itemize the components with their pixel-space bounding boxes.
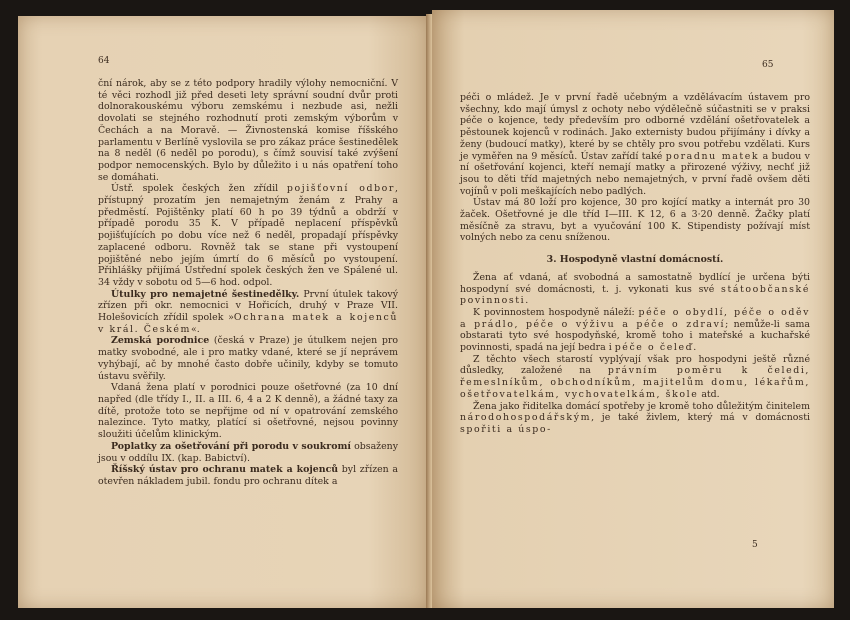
right-page-text: [460, 92, 810, 436]
section-heading: 3. Hospodyně vlastní domácností.: [546, 254, 724, 266]
spaced-run: národohospodářským: [460, 412, 592, 424]
bold-run: Útulky pro nemajetné šestinedělky.: [111, 288, 300, 300]
page-number-right: 65: [762, 60, 774, 70]
right-page: [432, 10, 834, 608]
spaced-run: státoobčanské povinnosti: [460, 283, 810, 307]
spaced-run: péče o obydlí, péče o oděv a prádlo, péče o výživu a péče o zdraví: [460, 306, 810, 330]
text-run: K povinnostem hospodyně náleží:: [473, 306, 639, 318]
paragraph: [98, 382, 398, 441]
paragraph: [460, 401, 810, 436]
signature-mark: 5: [752, 540, 758, 550]
paragraph: [98, 289, 398, 336]
paragraph: [98, 464, 398, 487]
text-run: péči o mládež. Je v první řadě učebným a vzdělávacím ústavem pro všechny, kdo mají úmysl z ochoty nebo výdělečně súčastniti se v praksi péče o kojence, tedy především pro odborné vzdělání ošetřovatelek a pěstounek kojenců v rodinách. Jako externisty budou přijímány i dívky a ženy (budoucí matky), které by se chtěly pro svou potřebu vzdělati. Kurs je vyměřen na 9 měsíců. Ústav zařídí také: [460, 92, 810, 162]
paragraph: [98, 441, 398, 464]
text-run: byl zřízen a otevřen nákladem jubil. fondu pro ochranu dítek a: [98, 464, 398, 487]
text-run: Z těchto všech starostí vyplývají však pro hospodyni ještě různé důsledky, založené na: [460, 353, 810, 377]
text-run: obsaženy jsou v oddílu IX. (kap. Babictví).: [98, 440, 398, 464]
paragraph: [98, 335, 398, 382]
left-page: [18, 16, 430, 608]
text-run: První útulek takový zřízen při okr. nemocnici v Hořicích, druhý v Praze VII. Holešovicích zřídil spolek »: [98, 288, 398, 324]
spaced-run: právním poměru k čeledi, řemeslníkům, obchodníkům, majitelům domu, lékařům, ošetřovatelkám, vychovatelkám, škole: [460, 365, 811, 400]
text-run: Ústav má 80 loží pro kojence, 30 pro kojící matky a internát pro 30 žaček. Ošetřovné je dle tříd I—III. K 12, 6 a 3·20 denně. Žačky platí měsíčně za stravu, byt a vyučování 100 K. Stipendisty požívají míst volných nebo za cenu sníženou.: [460, 197, 810, 244]
spaced-run: péče o čeleď: [614, 342, 694, 354]
bold-run: Poplatky za ošetřování při porodu v soukromí: [111, 440, 351, 452]
bold-run: Zemská porodnice: [111, 335, 210, 347]
text-run: Žena jako řiditelka domácí spotřeby je kromě toho důležitým činitelem: [473, 400, 810, 412]
paragraph: [460, 197, 810, 244]
text-run: atd.: [698, 388, 720, 400]
spaced-run: pojišťovní odbor: [286, 183, 396, 195]
text-run: a budou v ní ošetřování kojenci, kteří nemají matky a přirozené výživy, nechť již jsou to děti tříd majetných nebo nemajetných, v první řadě ovšem děti vojínů v poli meškajících nebo padlých.: [460, 150, 810, 197]
spaced-run: Ochrana matek a kojenců v král. Českém: [98, 312, 398, 335]
text-run: ční nárok, aby se z této podpory hradily výlohy nemocniční. V té věci rozhodl již před deseti lety správní soudní dvůr proti dolnorakouskému výboru zemskému i nezbude asi, nežli dovolati se stejného rozhodnutí proti zemským výborům v Čechách a na Moravě. — Živnostenská komise říšského parlamentu v Berlíně vyslovila se pro zákaz práce šestinedělek na 8 neděl (6 neděl po porodu), s čímž souvisí také zvýšení podpor nemocenských. Bylo by důležito i u nás opatření toho se domáhati.: [98, 78, 398, 183]
text-run: .: [525, 295, 529, 307]
bold-run: Říšský ústav pro ochranu matek a kojenců: [111, 464, 339, 476]
paragraph: [98, 183, 398, 288]
text-run: «.: [191, 323, 200, 335]
paragraph: [460, 92, 810, 197]
paragraph: [460, 354, 810, 401]
text-run: Ústř. spolek českých žen zřídil: [111, 183, 287, 195]
paragraph: [460, 272, 810, 307]
text-run: Vdaná žena platí v porodnici pouze ošetřovné (za 10 dní napřed (dle třídy I., II. a III. 6, 4 a 2 K denně), a žádné taxy za dítě, protože toto se nepřijme od ní v opatrování zemského nalezince. Tyto matky, platící si ošetřovné, nejsou povinny sloužiti účelům klinickým.: [98, 382, 398, 441]
text-run: ; nemůže-li sama obstarati tyto své hospodyňské, kromě toho i mateřské a kuchařské povinnosti, spadá na její bedra i: [460, 318, 810, 354]
text-run: , je také živlem, který má v domácnosti: [591, 412, 810, 424]
spaced-run: spořiti a úspo-: [460, 423, 552, 435]
paragraph: [98, 78, 398, 183]
text-run: (česká v Praze) je útulkem nejen pro matky svobodné, ale i pro matky vdané, které se jí neprávem vyhýbají, ač by mnohé často dobře učinily, kdyby se tomuto ústavu svěřily.: [98, 335, 399, 382]
text-run: , přístupný prozatím jen nemajetným ženám z Prahy a předměstí. Pojištěnky platí 60 h po 39 týdnů a obdrží v případě porodu 35 K. V případě neplacení příspěvků pojišťujících po dobu více než 6 neděl, propadají příspěvky zaplacené odboru. Rovněž tak se stane při vystoupení pojištěné nebo jejím úmrtí do 6 měsíců po vystoupení. Přihlášky přijímá Ústřední spolek českých žen ve Spálené ul. 34 vždy v sobotu od 5—6 hod. odpol.: [98, 183, 398, 288]
spaced-run: poradnu matek: [665, 150, 760, 162]
text-run: .: [693, 342, 697, 354]
left-page-text: [98, 78, 398, 488]
paragraph: [460, 307, 810, 354]
text-run: Žena ať vdaná, ať svobodná a samostatně bydlící je určena býti hospodyní své domácnosti, t. j. vykonati kus své: [460, 271, 810, 295]
page-number-left: 64: [98, 56, 110, 66]
